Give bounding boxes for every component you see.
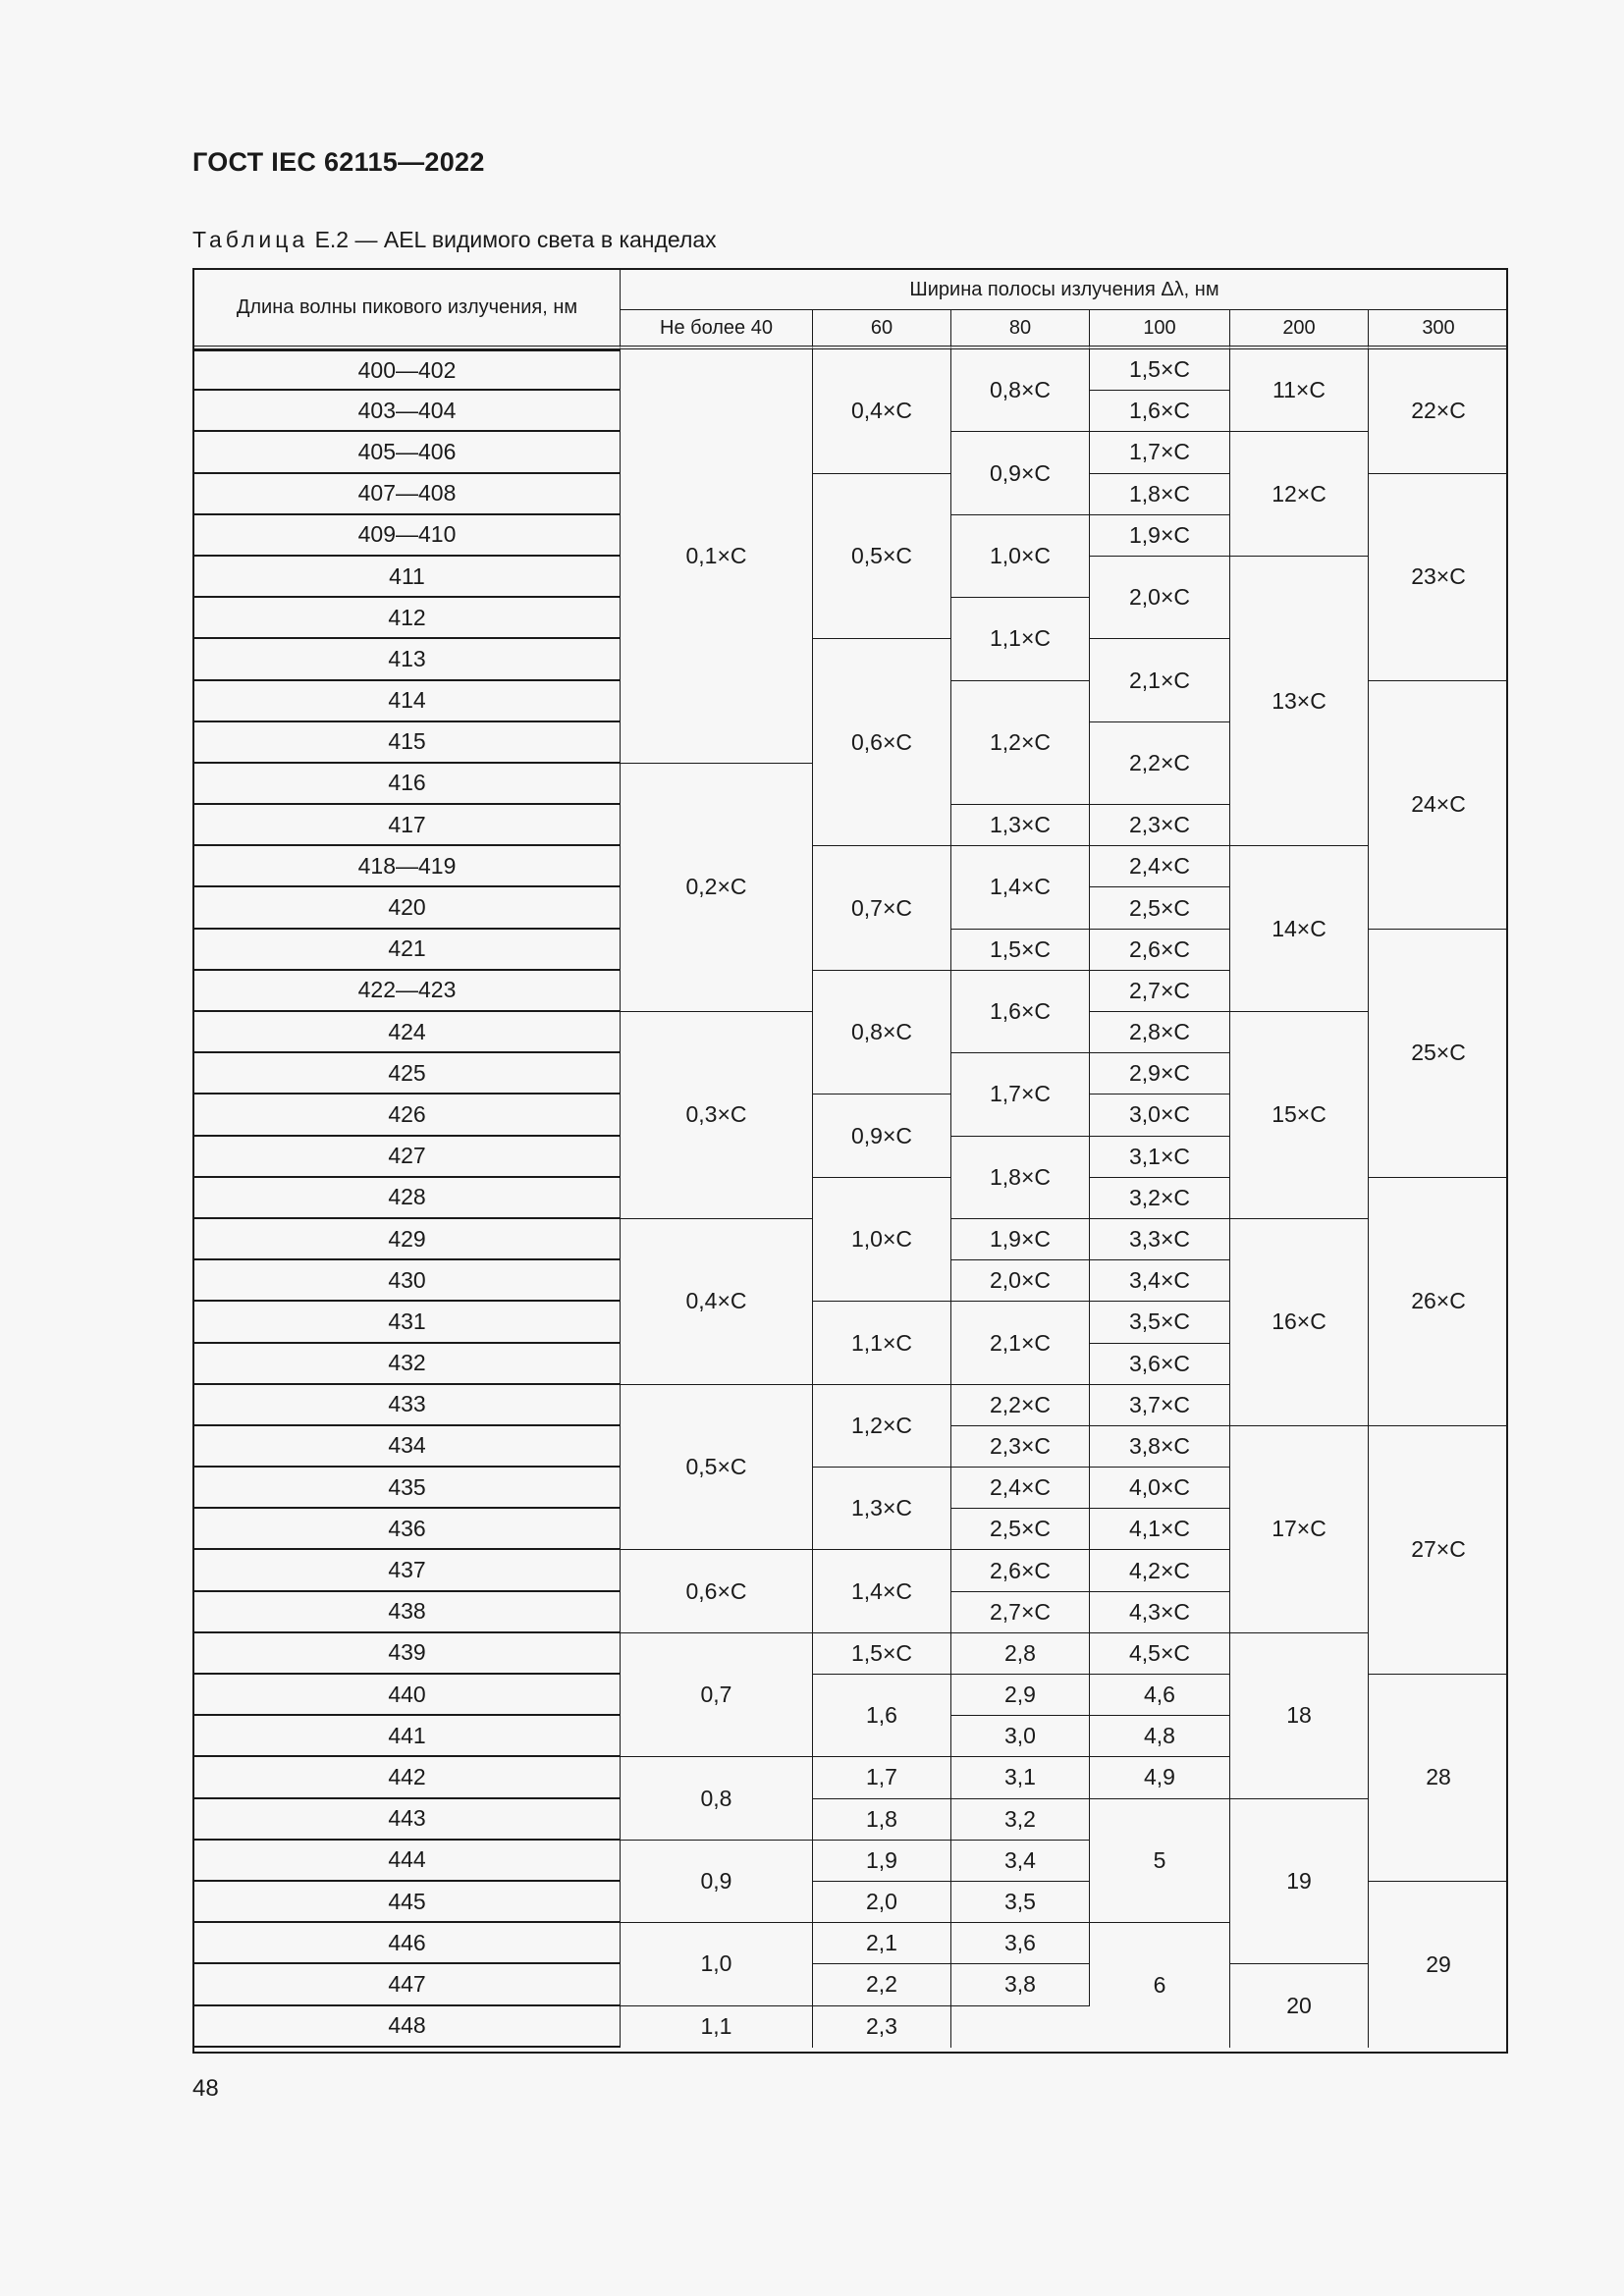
ael-value-cell: 22×C	[1369, 349, 1508, 474]
ael-value-cell: 0,6×C	[813, 639, 951, 846]
ael-value-cell: 1,9	[813, 1841, 951, 1882]
ael-value-cell: 23×C	[1369, 474, 1508, 681]
ael-value-cell: 2,2	[813, 1964, 951, 2005]
ael-value-cell: 1,6	[813, 1675, 951, 1757]
ael-value-cell: 0,8	[621, 1757, 813, 1840]
wavelength-cell: 413	[194, 639, 621, 680]
ael-value-cell: 25×C	[1369, 930, 1508, 1178]
ael-value-cell: 1,9×C	[1090, 515, 1230, 557]
ael-value-cell: 2,8×C	[1090, 1012, 1230, 1053]
ael-value-cell: 20	[1230, 1964, 1369, 2047]
table-caption	[192, 227, 717, 253]
ael-value-cell: 1,5×C	[951, 930, 1090, 971]
wavelength-cell: 425	[194, 1053, 621, 1095]
wavelength-cell: 438	[194, 1592, 621, 1633]
wavelength-cell: 442	[194, 1757, 621, 1798]
ael-value-cell: 24×C	[1369, 681, 1508, 930]
ael-value-cell: 5	[1090, 1799, 1230, 1924]
wavelength-cell: 412	[194, 598, 621, 639]
ael-value-cell: 3,0	[951, 1716, 1090, 1757]
wavelength-cell: 420	[194, 887, 621, 929]
wavelength-cell: 418—419	[194, 846, 621, 887]
ael-value-cell: 3,5	[951, 1882, 1090, 1923]
ael-value-cell: 2,6×C	[951, 1550, 1090, 1591]
wavelength-cell: 441	[194, 1716, 621, 1757]
wavelength-cell: 437	[194, 1550, 621, 1591]
ael-value-cell: 1,3×C	[951, 805, 1090, 846]
ael-value-cell: 15×C	[1230, 1012, 1369, 1219]
wavelength-cell: 403—404	[194, 391, 621, 432]
wavelength-cell: 428	[194, 1178, 621, 1219]
wavelength-cell: 427	[194, 1137, 621, 1178]
wavelength-cell: 421	[194, 930, 621, 971]
ael-value-cell: 3,6	[951, 1923, 1090, 1964]
wavelength-cell: 414	[194, 681, 621, 722]
ael-value-cell: 4,0×C	[1090, 1468, 1230, 1509]
ael-value-cell: 4,6	[1090, 1675, 1230, 1716]
ael-value-cell: 6	[1090, 1923, 1230, 2048]
ael-value-cell: 0,3×C	[621, 1012, 813, 1219]
wavelength-cell: 416	[194, 764, 621, 805]
ael-value-cell: 0,6×C	[621, 1550, 813, 1632]
ael-value-cell: 2,9×C	[1090, 1053, 1230, 1095]
page-number: 48	[192, 2075, 219, 2102]
ael-value-cell: 1,0	[621, 1923, 813, 2005]
ael-value-cell: 26×C	[1369, 1178, 1508, 1426]
wavelength-cell: 407—408	[194, 474, 621, 515]
ael-value-cell: 0,9×C	[951, 432, 1090, 514]
ael-value-cell: 1,8	[813, 1799, 951, 1841]
ael-value-cell: 2,5×C	[1090, 887, 1230, 929]
ael-value-cell: 2,7×C	[1090, 971, 1230, 1012]
table-caption-label: Таблица	[192, 227, 309, 252]
ael-value-cell: 12×C	[1230, 432, 1369, 557]
ael-value-cell: 2,7×C	[951, 1592, 1090, 1633]
wavelength-cell: 411	[194, 557, 621, 598]
ael-value-cell: 2,1×C	[951, 1302, 1090, 1384]
ael-value-cell: 0,4×C	[621, 1219, 813, 1385]
ael-value-cell: 0,1×C	[621, 349, 813, 764]
header-bandwidth: Ширина полосы излучения Δλ, нм	[621, 270, 1508, 310]
ael-value-cell: 0,4×C	[813, 349, 951, 474]
ael-value-cell: 14×C	[1230, 846, 1369, 1012]
ael-value-cell: 3,1×C	[1090, 1137, 1230, 1178]
ael-value-cell: 3,6×C	[1090, 1344, 1230, 1385]
ael-value-cell: 3,5×C	[1090, 1302, 1230, 1343]
ael-value-cell: 1,7×C	[951, 1053, 1090, 1136]
wavelength-cell: 432	[194, 1344, 621, 1385]
ael-value-cell: 19	[1230, 1799, 1369, 1965]
ael-value-cell: 3,7×C	[1090, 1385, 1230, 1426]
header-bandwidth-0: Не более 40	[621, 310, 813, 349]
wavelength-cell: 433	[194, 1385, 621, 1426]
ael-value-cell: 0,9×C	[813, 1095, 951, 1177]
header-wavelength: Длина волны пикового излучения, нм	[194, 270, 621, 349]
header-bandwidth-2: 80	[951, 310, 1090, 349]
wavelength-cell: 439	[194, 1633, 621, 1675]
header-bandwidth-3: 100	[1090, 310, 1230, 349]
ael-value-cell: 2,9	[951, 1675, 1090, 1716]
ael-value-cell: 4,2×C	[1090, 1550, 1230, 1591]
ael-value-cell: 3,3×C	[1090, 1219, 1230, 1260]
ael-value-cell: 1,9×C	[951, 1219, 1090, 1260]
wavelength-cell: 429	[194, 1219, 621, 1260]
ael-value-cell: 2,8	[951, 1633, 1090, 1675]
ael-value-cell: 1,4×C	[951, 846, 1090, 929]
ael-value-cell: 3,2×C	[1090, 1178, 1230, 1219]
ael-value-cell: 17×C	[1230, 1426, 1369, 1633]
wavelength-cell: 417	[194, 805, 621, 846]
ael-value-cell: 4,1×C	[1090, 1509, 1230, 1550]
ael-value-cell: 4,9	[1090, 1757, 1230, 1798]
ael-value-cell: 1,0×C	[951, 515, 1090, 598]
wavelength-cell: 447	[194, 1964, 621, 2005]
ael-value-cell: 1,7×C	[1090, 432, 1230, 473]
ael-value-cell: 2,3×C	[951, 1426, 1090, 1468]
wavelength-cell: 443	[194, 1799, 621, 1841]
ael-value-cell: 2,4×C	[1090, 846, 1230, 887]
ael-value-cell: 0,9	[621, 1841, 813, 1923]
wavelength-cell: 422—423	[194, 971, 621, 1012]
wavelength-cell: 436	[194, 1509, 621, 1550]
ael-value-cell: 4,3×C	[1090, 1592, 1230, 1633]
ael-value-cell: 1,8×C	[951, 1137, 1090, 1219]
ael-value-cell: 1,4×C	[813, 1550, 951, 1632]
wavelength-cell: 405—406	[194, 432, 621, 473]
ael-value-cell: 3,8	[951, 1964, 1090, 2005]
ael-value-cell: 1,2×C	[951, 681, 1090, 806]
ael-value-cell: 1,2×C	[813, 1385, 951, 1468]
ael-value-cell: 3,1	[951, 1757, 1090, 1798]
ael-value-cell: 1,1×C	[951, 598, 1090, 680]
ael-value-cell: 28	[1369, 1675, 1508, 1882]
ael-value-cell: 0,7	[621, 1633, 813, 1758]
ael-value-cell: 1,6×C	[1090, 391, 1230, 432]
ael-value-cell: 2,5×C	[951, 1509, 1090, 1550]
ael-value-cell: 2,0×C	[1090, 557, 1230, 639]
ael-value-cell: 1,5×C	[1090, 349, 1230, 391]
wavelength-cell: 424	[194, 1012, 621, 1053]
ael-value-cell: 29	[1426, 1950, 1451, 1977]
ael-value-cell: 2,1	[813, 1923, 951, 1964]
ael-value-cell: 1,0×C	[813, 1178, 951, 1303]
ael-value-cell: 27×C	[1369, 1426, 1508, 1675]
ael-value-cell: 3,4	[951, 1841, 1090, 1882]
wavelength-cell: 426	[194, 1095, 621, 1136]
ael-table	[192, 268, 1508, 2054]
ael-value-cell: 18	[1230, 1633, 1369, 1799]
header-bandwidth-1: 60	[813, 310, 951, 349]
ael-value-cell: 2,3×C	[1090, 805, 1230, 846]
ael-value-cell: 3,2	[951, 1799, 1090, 1841]
wavelength-cell: 431	[194, 1302, 621, 1343]
ael-value-cell: 11×C	[1230, 349, 1369, 432]
wavelength-cell: 430	[194, 1260, 621, 1302]
ael-value-cell: 2,0	[813, 1882, 951, 1923]
wavelength-cell: 434	[194, 1426, 621, 1468]
ael-value-cell: 4,5×C	[1090, 1633, 1230, 1675]
ael-value-cell: 0,7×C	[813, 846, 951, 971]
wavelength-cell: 409—410	[194, 515, 621, 557]
ael-value-cell: 0,5×C	[621, 1385, 813, 1551]
ael-value-cell: 0,8×C	[951, 349, 1090, 432]
wavelength-cell: 435	[194, 1468, 621, 1509]
ael-value-cell: 1,3×C	[813, 1468, 951, 1550]
wavelength-cell: 445	[194, 1882, 621, 1923]
ael-value-cell: 3,8×C	[1090, 1426, 1230, 1468]
ael-value-cell: 1,1	[621, 2006, 813, 2048]
ael-value-cell: 1,6×C	[951, 971, 1090, 1053]
ael-value-cell: 2,6×C	[1090, 930, 1230, 971]
ael-value-cell: 0,2×C	[621, 764, 813, 1012]
ael-value-cell: 2,2×C	[951, 1385, 1090, 1426]
wavelength-cell: 448	[194, 2006, 621, 2048]
header-bandwidth-5: 300	[1369, 310, 1508, 349]
header-bandwidth-4: 200	[1230, 310, 1369, 349]
ael-value-cell: 2,4×C	[951, 1468, 1090, 1509]
table-caption-text: Е.2 — AEL видимого света в канделах	[308, 227, 717, 252]
wavelength-cell: 444	[194, 1841, 621, 1882]
ael-value-cell: 13×C	[1230, 557, 1369, 846]
ael-value-cell: 3,0×C	[1090, 1095, 1230, 1136]
ael-value-cell: 2,1×C	[1090, 639, 1230, 721]
ael-value-cell: 1,5×C	[813, 1633, 951, 1675]
wavelength-cell: 415	[194, 722, 621, 764]
ael-value-cell: 2,3	[813, 2006, 951, 2048]
ael-value-cell: 1,8×C	[1090, 474, 1230, 515]
wavelength-cell: 446	[194, 1923, 621, 1964]
ael-value-cell: 3,4×C	[1090, 1260, 1230, 1302]
wavelength-cell: 440	[194, 1675, 621, 1716]
ael-value-cell: 2,2×C	[1090, 722, 1230, 805]
ael-value-cell: 2,0×C	[951, 1260, 1090, 1302]
ael-value-cell: 0,8×C	[813, 971, 951, 1095]
ael-value-cell: 0,5×C	[813, 474, 951, 640]
ael-value-cell: 1,1×C	[813, 1302, 951, 1384]
ael-value-cell: 16×C	[1230, 1219, 1369, 1426]
document-title: ГОСТ IEC 62115—2022	[192, 147, 485, 177]
ael-value-cell: 1,7	[813, 1757, 951, 1798]
wavelength-cell: 400—402	[194, 349, 621, 391]
ael-value-cell: 4,8	[1090, 1716, 1230, 1757]
